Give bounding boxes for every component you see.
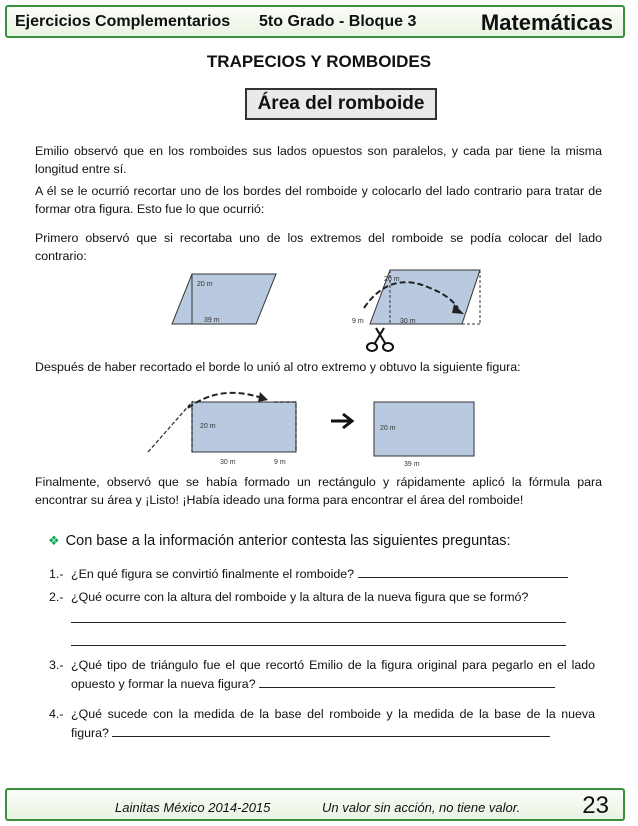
header-center: 5to Grado - Bloque 3 xyxy=(259,13,417,30)
romboid-figure xyxy=(170,268,280,330)
romboid-height-label: 20 m xyxy=(197,281,213,288)
romboid-shape xyxy=(172,274,276,324)
scissors-icon xyxy=(367,328,393,351)
paragraph-2: A él se le ocurrió recortar uno de los bordes del romboide y colocarlo del lado contrario para tratar de formar otra figura. Esto fue lo que ocurrió: xyxy=(35,184,602,216)
final-rectangle-height-label: 20 m xyxy=(380,425,396,432)
final-rectangle-figure xyxy=(372,398,478,470)
header-subject: Matemáticas xyxy=(480,10,613,35)
romboid-cut-base-label: 30 m xyxy=(400,318,416,325)
question-4 xyxy=(49,705,595,743)
diamond-bullet-icon: ❖ xyxy=(48,533,60,548)
rectangle-height-label: 20 m xyxy=(200,423,216,430)
footer-left: Lainitas México 2014-2015 xyxy=(115,800,271,815)
question-number: 3.- xyxy=(49,658,64,672)
original-triangle-outline xyxy=(148,402,192,452)
question-3 xyxy=(49,656,595,694)
romboid-cut-height-label: 20 m xyxy=(384,276,400,283)
answer-line[interactable] xyxy=(112,724,550,737)
romboid-cut-figure xyxy=(350,264,490,356)
question-2 xyxy=(49,588,595,607)
answer-line[interactable] xyxy=(71,622,566,623)
rectangle-cut-label: 9 m xyxy=(274,459,286,466)
question-text: ¿Qué ocurre con la altura del romboide y la altura de la nueva figura que se formó? xyxy=(71,590,529,604)
paragraph-4: Después de haber recortado el borde lo unió al otro extremo y obtuvo la siguiente figura: xyxy=(35,360,521,374)
question-text: ¿Qué sucede con la medida de la base del romboide y la medida de la base de la nueva figura? xyxy=(71,707,595,740)
header-left: Ejercicios Complementarios xyxy=(15,13,231,30)
paragraph-1: Emilio observó que en los romboides sus lados opuestos son paralelos, y cada par tiene la misma longitud entre sí. xyxy=(35,144,602,176)
answer-line[interactable] xyxy=(71,645,566,646)
page-title: TRAPECIOS Y ROMBOIDES xyxy=(206,52,432,71)
questions-intro xyxy=(48,533,511,549)
question-1 xyxy=(49,565,595,584)
paragraph-3: Primero observó que si recortaba uno de los extremos del romboide se podía colocar del lado contrario: xyxy=(35,231,602,263)
page-footer xyxy=(5,788,625,821)
question-number: 2.- xyxy=(49,590,64,604)
romboid-cut-small-label: 9 m xyxy=(352,318,364,325)
move-arrow-head-2 xyxy=(258,392,268,402)
paragraph-5: Finalmente, observó que se había formado un rectángulo y rápidamente aplicó la fórmula para encontrar su área y ¡Listo! ¡Había ideado una forma para encontrar el área del romboide! xyxy=(35,475,602,507)
right-arrow-icon xyxy=(330,410,356,432)
rectangle-forming-figure xyxy=(140,386,310,468)
question-text: ¿En qué figura se convirtió finalmente el romboide? xyxy=(71,567,355,581)
question-number: 4.- xyxy=(49,707,64,721)
rectangle-base-label: 30 m xyxy=(220,459,236,466)
question-text: ¿Qué tipo de triángulo fue el que recortó Emilio de la figura original para pegarlo en el lado opuesto y formar la nueva figura? xyxy=(71,658,595,691)
page-number: 23 xyxy=(582,792,609,819)
romboid-base-label: 39 m xyxy=(204,317,220,324)
question-number: 1.- xyxy=(49,567,64,581)
section-title-box: Área del romboide xyxy=(245,88,437,120)
page-header xyxy=(5,5,625,38)
answer-line[interactable] xyxy=(259,675,555,688)
answer-line[interactable] xyxy=(358,565,568,578)
final-rectangle-base-label: 39 m xyxy=(404,461,420,468)
questions-intro-text: Con base a la información anterior contesta las siguientes preguntas: xyxy=(65,533,511,549)
footer-motto: Un valor sin acción, no tiene valor. xyxy=(322,800,521,815)
